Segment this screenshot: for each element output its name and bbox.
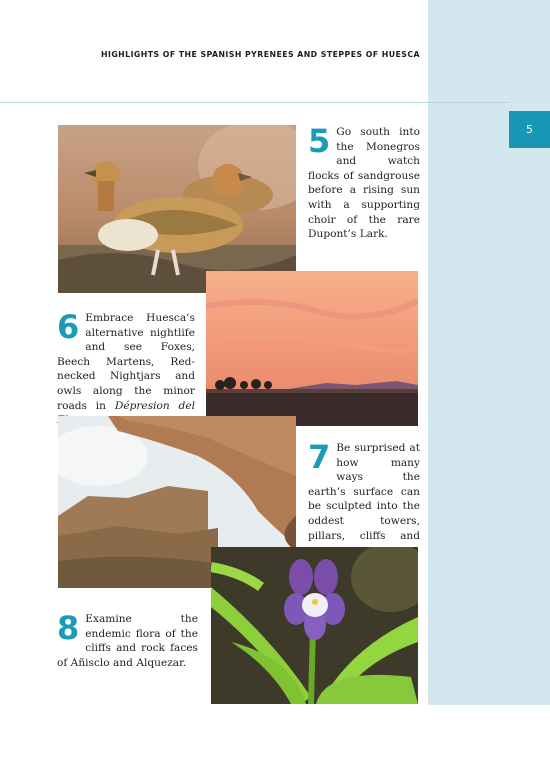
item-number-6: 6 xyxy=(57,308,80,346)
sunset-photo xyxy=(206,271,418,426)
item-text-6-place: Dépresion del xyxy=(114,399,195,412)
butterwort-flower-photo xyxy=(211,547,418,704)
item-text-5: Go south into the Monegros and watch flocks of sandgrouse before a rising sun with a supporting choir of the rare Dupont’s Lark. xyxy=(308,126,420,241)
page-number: 5 xyxy=(526,123,533,136)
item-text-7: Be surprised at how many ways the earth’s surface can be sculpted into the oddest towers, pillars, cliffs and xyxy=(308,442,420,542)
running-title: HIGHLIGHTS OF THE SPANISH PYRENEES AND STEPPES OF HUESCA xyxy=(101,50,420,59)
item-6 xyxy=(57,308,195,428)
item-8 xyxy=(57,609,198,670)
item-number-7: 7 xyxy=(308,438,331,476)
item-text-6: Embrace Huesca’s alternative nightlife and see Foxes, Beech Martens, Red-necked Nightjars and owls along the minor roads in xyxy=(57,312,195,412)
side-panel xyxy=(428,0,550,705)
header-rule xyxy=(0,102,510,103)
page-number-tab xyxy=(509,111,550,148)
item-number-5: 5 xyxy=(308,122,331,160)
item-7 xyxy=(308,438,420,558)
item-text-8: Examine the endemic flora of the cliffs and rock faces of Añisclo and Alquezar. xyxy=(57,613,198,669)
item-number-8: 8 xyxy=(57,609,80,647)
sandgrouse-photo xyxy=(58,125,296,293)
item-5 xyxy=(308,122,420,242)
